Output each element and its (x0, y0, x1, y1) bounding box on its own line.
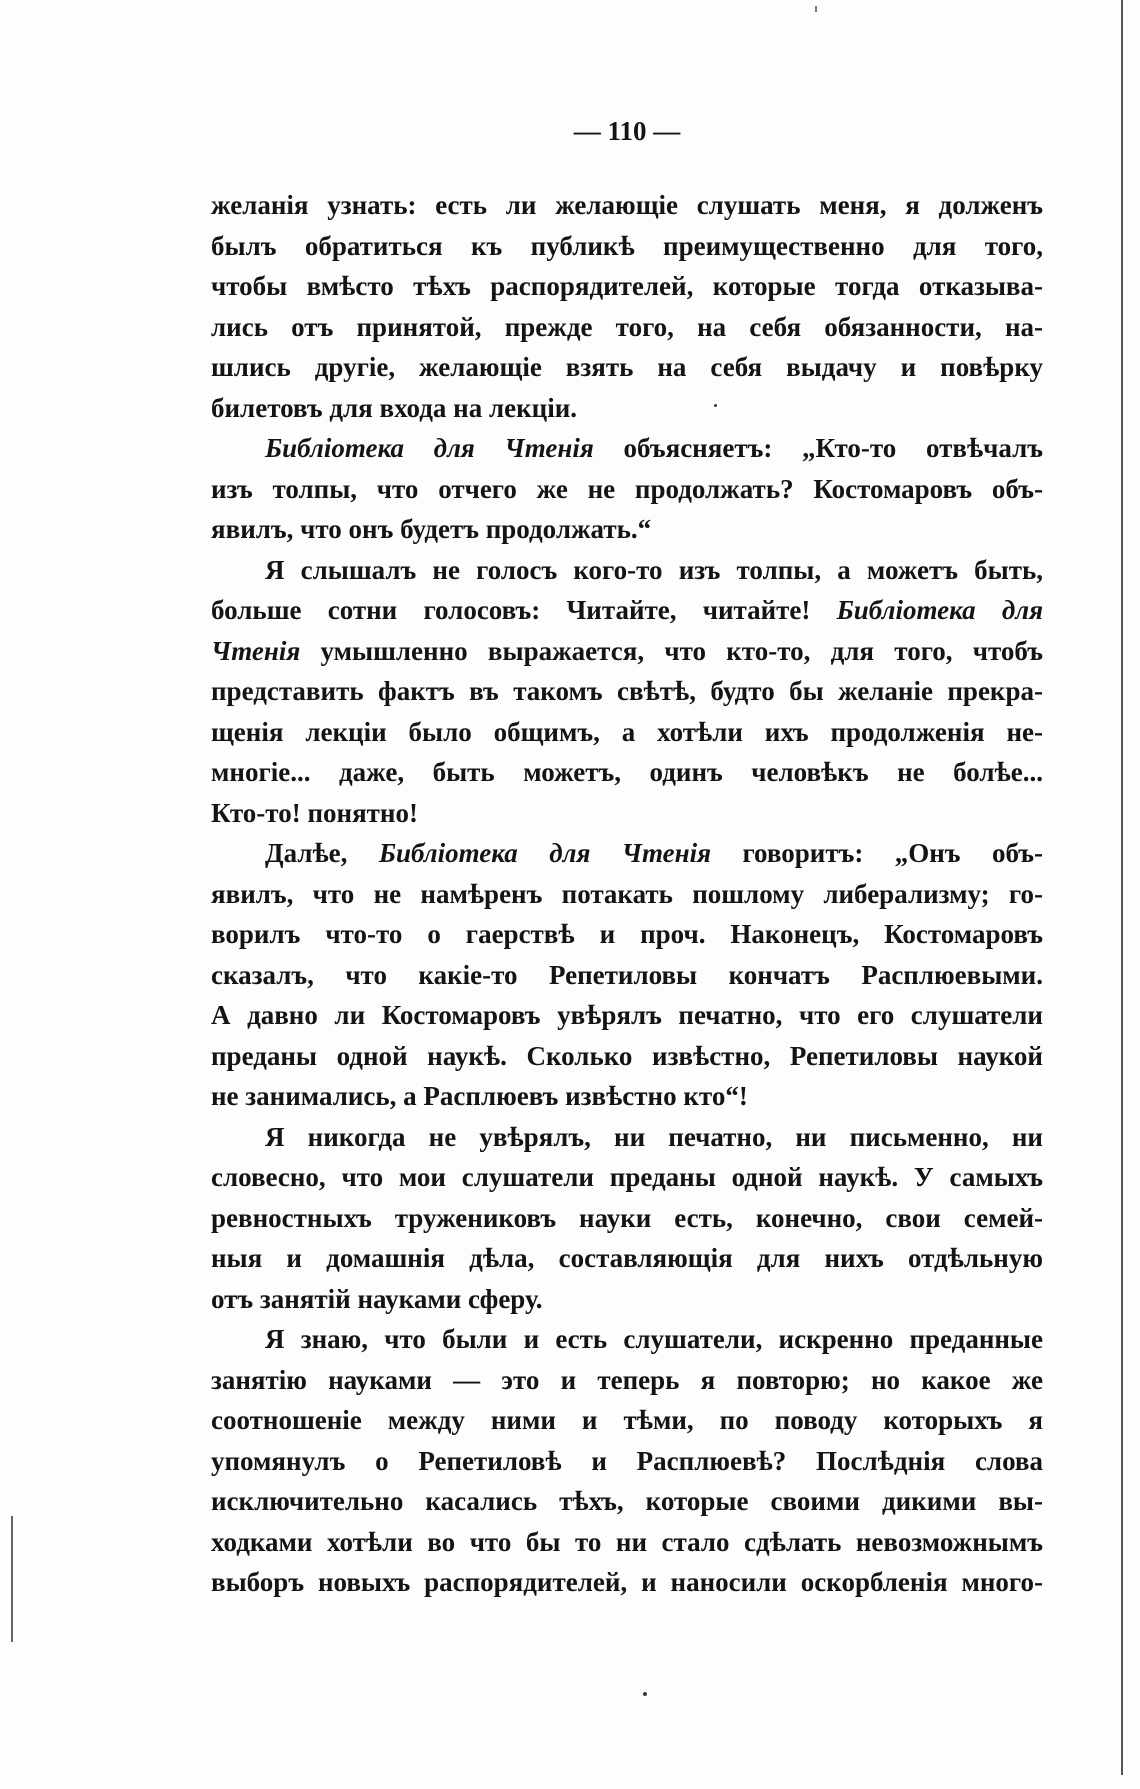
paragraph (211, 185, 1043, 428)
paragraph (211, 550, 1043, 834)
text-line: исключительно касались тѣхъ, которые своими дикими вы- (211, 1486, 1043, 1516)
text-segment: Далѣе, (265, 838, 348, 868)
text-line: шлись другіе, желающіе взять на себя выдачу и повѣрку (211, 352, 1043, 382)
text-line: желанія узнать: есть ли желающіе слушать меня, я долженъ (211, 190, 1043, 220)
text-line: лись отъ принятой, прежде того, на себя обязанности, на- (211, 311, 1043, 342)
text-line: отъ занятій науками сферу. (211, 1283, 543, 1314)
page-number: — 110 — (573, 116, 681, 146)
page-body (211, 185, 1043, 1603)
text-line: изъ толпы, что отчего же не продолжать? Костомаровъ объ- (211, 473, 1043, 504)
text-line: выборъ новыхъ распорядителей, и наносили оскорбленія много- (211, 1567, 1043, 1597)
text-line: чтобы вмѣсто тѣхъ распорядителей, которые тогда отказыва- (211, 271, 1043, 301)
text-segment: больше сотни голосовъ: Читайте, читайте! (211, 595, 811, 625)
ink-speck (643, 1692, 647, 1696)
text-line: щенія лекціи было общимъ, а хотѣли ихъ продолженія не- (211, 716, 1043, 747)
paragraph (211, 833, 1043, 1117)
text-line: ворилъ что-то о гаерствѣ и проч. Наконецъ, Костомаровъ (211, 919, 1043, 949)
paragraph (211, 1319, 1043, 1603)
italic-title: Библіотека для Чтенія (265, 433, 594, 463)
text-line: преданы одной наукѣ. Сколько извѣстно, Репетиловы наукой (211, 1040, 1043, 1071)
italic-title: Библіотека для Чтенія (378, 838, 712, 868)
text-segment: умышленно выражается, что кто-то, для того, чтобъ (320, 635, 1043, 666)
text-line: явилъ, что не намѣренъ потакать пошлому либерализму; го- (211, 878, 1043, 909)
text-line: ходками хотѣли во что бы то ни стало сдѣлать невозможнымъ (211, 1526, 1043, 1557)
text-line: Я знаю, что были и есть слушатели, искренно преданные (265, 1324, 1043, 1354)
text-line: многіе... даже, быть можетъ, одинъ человѣкъ не болѣе... (211, 757, 1043, 787)
text-line: не занимались, а Расплюевъ извѣстно кто“! (211, 1081, 748, 1111)
text-line: соотношеніе между ними и тѣми, по поводу которыхъ я (211, 1405, 1043, 1435)
text-line: былъ обратиться къ публикѣ преимущественно для того, (211, 230, 1043, 261)
text-line: представить фактъ въ такомъ свѣтѣ, будто бы желаніе прекра- (211, 676, 1043, 706)
scan-margin-mark (11, 1516, 13, 1642)
text-line: ныя и домашнія дѣла, составляющія для нихъ отдѣльную (211, 1243, 1043, 1273)
text-line: упомянулъ о Репетиловѣ и Расплюевѣ? Послѣднія слова (211, 1445, 1043, 1476)
text-line (211, 428, 1043, 469)
paragraph (211, 1117, 1043, 1320)
text-segment: объясняетъ: „Кто-то отвѣчалъ (623, 433, 1043, 463)
scan-edge-line (1121, 0, 1123, 1775)
text-line: словесно, что мои слушатели преданы одной наукѣ. У самыхъ (211, 1162, 1043, 1192)
text-line: занятію науками — это и теперь я повторю; но какое же (211, 1364, 1043, 1395)
text-line: билетовъ для входа на лекціи. (211, 392, 578, 423)
paragraph (211, 428, 1043, 550)
ink-speck (815, 6, 817, 12)
text-line: Я никогда не увѣрялъ, ни печатно, ни письменно, ни (265, 1121, 1043, 1152)
text-line (211, 833, 1043, 874)
text-line: Я слышалъ не голосъ кого-то изъ толпы, а можетъ быть, (265, 554, 1043, 585)
text-line: А давно ли Костомаровъ увѣрялъ печатно, что его слушатели (211, 1000, 1043, 1030)
italic-title: Чтенія (211, 635, 301, 666)
text-line: Кто-то! понятно! (211, 797, 418, 828)
italic-title: Библіотека для (836, 595, 1043, 625)
text-line: сказалъ, что какіе-то Репетиловы кончатъ Расплюевыми. (211, 959, 1043, 990)
text-line (211, 631, 1043, 672)
text-line: явилъ, что онъ будетъ продолжать.“ (211, 514, 652, 544)
text-line (211, 590, 1043, 631)
text-line: ревностныхъ тружениковъ науки есть, конечно, свои семей- (211, 1202, 1043, 1233)
text-segment: говоритъ: „Онъ объ- (742, 838, 1043, 868)
